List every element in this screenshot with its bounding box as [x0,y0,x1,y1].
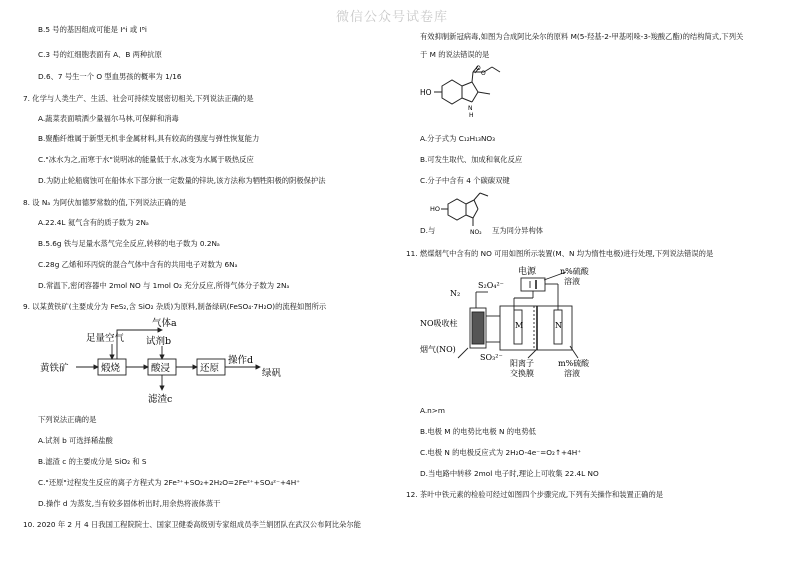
q11-stem: 11. 燃煤烟气中含有的 NO 可用如图所示装置(M、N 均为惰性电极)进行处理,下列说法错误的是 [406,249,714,258]
flow-product: 绿矾 [262,368,282,379]
q9-stem: 9. 以某黄铁矿(主要成分为 FeS₂,含 SiO₂ 杂质)为原料,制备绿矾(FeSO₄·7H₂O)的流程如图所示 [23,302,327,311]
q7-stem: 7. 化学与人类生产、生活、社会可持续发展密切相关,下列说法正确的是 [23,94,254,103]
n2-label: N₂ [450,289,461,298]
q10-stem-cont: 有效抑制新冠病毒,如图为合成阿比朵尔的原料 M(5-羟基-2-甲基吲哚-3-羧酸乙酯)的结构简式,下列关 [420,32,744,41]
q8-option-c: C.28g 乙烯和环丙烷的混合气体中含有的共用电子对数为 6Nₐ [38,260,238,269]
q11-option-a: A.n>m [420,406,446,415]
absorber-label: NO吸收柱 [420,319,458,328]
q6-option-c: C.3 号的红细胞表面有 A、B 两种抗原 [38,50,162,59]
q11-option-b: B.电极 M 的电势比电极 N 的电势低 [420,427,536,436]
power-supply [521,278,545,291]
power-label: 电源 [518,267,537,277]
q9-option-a: A.试剂 b 可选择稀盐酸 [38,436,113,445]
q8-option-b: B.5.6g 铁与足量水蒸气完全反应,转移的电子数为 0.2Nₐ [38,239,220,248]
q7-option-a: A.蔬菜表面喷洒少量福尔马林,可保鲜和消毒 [38,114,179,123]
molecule-m-structure [418,64,528,126]
q8-option-d: D.常温下,密闭容器中 2mol NO 与 1mol O₂ 充分反应,所得气体分子数为 2Nₐ [38,281,290,290]
q8-stem: 8. 设 Nₐ 为阿伏加德罗常数的值,下列说法正确的是 [23,198,187,207]
q7-option-b: B.聚酯纤维属于新型无机非金属材料,具有较高的强度与弹性恢复能力 [38,134,260,143]
q8-option-a: A.22.4L 氦气含有的质子数为 2Nₐ [38,218,149,227]
bottom-solution-2: 溶液 [564,369,580,378]
q10-option-a: A.分子式为 C₁₂H₁₃NO₃ [420,134,496,143]
q9-option-b: B.滤渣 c 的主要成分是 SiO₂ 和 S [38,457,147,466]
svg-text:N: N [468,105,473,112]
flow-chart [40,314,310,410]
svg-text:NO₂: NO₂ [470,229,482,236]
q7-option-d: D.为防止轮船腐蚀可在船体水下部分嵌一定数量的锌块,该方法称为牺牲阳极的阴极保护法 [38,176,326,185]
q10-stem-cont2: 于 M 的说法错误的是 [420,50,490,59]
svg-text:O: O [481,70,486,77]
bottom-solution-1: m%硫酸 [558,359,590,368]
q10-option-d-tail: 互为同分异构体 [492,226,544,235]
flow-reagent: 试剂b [146,336,172,347]
flow-gas: 气体a [152,318,177,329]
top-solution-1: n%硫酸 [560,267,589,276]
watermark: 微信公众号试卷库 [336,10,449,25]
q11-option-c: C.电极 N 的电极反应式为 2H₂O-4e⁻=O₂↑+4H⁺ [420,448,582,457]
flow-leach: 酸浸 [151,363,171,374]
flow-ore: 黄铁矿 [40,363,69,374]
svg-text:HO: HO [420,88,432,97]
q6-option-b: B.5 号的基因组成可能是 Iᴬi 或 Iᴮi [38,25,147,34]
flow-reduce: 还原 [200,363,220,374]
q10-stem: 10. 2020 年 2 月 4 日我国工程院院士、国家卫健委高级别专家组成员李兰娟团队在武汉公布阿比朵尔能 [23,520,361,529]
s2o4-label: S₂O₄²⁻ [478,281,504,290]
q10-option-b: B.可发生取代、加成和氧化反应 [420,155,523,164]
q12-stem: 12. 茶叶中铁元素的检验可经过如图四个步骤完成,下列有关操作和装置正确的是 [406,490,664,499]
q6-option-d: D.6、7 号生一个 O 型血男孩的概率为 1/16 [38,72,182,81]
q9-option-c: C."还原"过程发生反应的离子方程式为 2Fe³⁺+SO₂+2H₂O=2Fe²⁺+SO₄²⁻+4H⁺ [38,478,301,487]
q10-option-d: D.与 [420,226,436,235]
electrode-n-label: N [555,321,562,330]
membrane-label-1: 阳离子 [510,359,534,368]
electrolysis-diagram [418,262,608,386]
q9-prompt: 下列说法正确的是 [38,415,97,424]
top-solution-2: 溶液 [564,277,580,286]
flow-calcine: 煅烧 [101,363,121,374]
flow-operation: 操作d [228,355,254,366]
svg-text:O: O [476,65,481,72]
flow-air: 足量空气 [86,333,125,344]
flow-residue: 滤渣c [148,394,173,405]
flue-label: 烟气(NO) [420,345,456,354]
q11-option-d: D.当电路中转移 2mol 电子时,理论上可收集 22.4L NO [420,469,599,478]
q10-option-c: C.分子中含有 4 个碳碳双键 [420,176,510,185]
membrane-label-2: 交换膜 [510,369,534,378]
q9-option-d: D.操作 d 为蒸发,当有较多固体析出时,用余热将液体蒸干 [38,499,221,508]
electrode-m-label: M [515,321,524,330]
svg-text:H: H [469,112,474,119]
so3-label: SO₃²⁻ [480,353,503,362]
isomer-d-structure [430,190,500,238]
q7-option-c: C."冰水为之,而寒于水"说明冰的能量低于水,冰变为水属于吸热反应 [38,155,254,164]
svg-text:HO: HO [430,205,441,213]
